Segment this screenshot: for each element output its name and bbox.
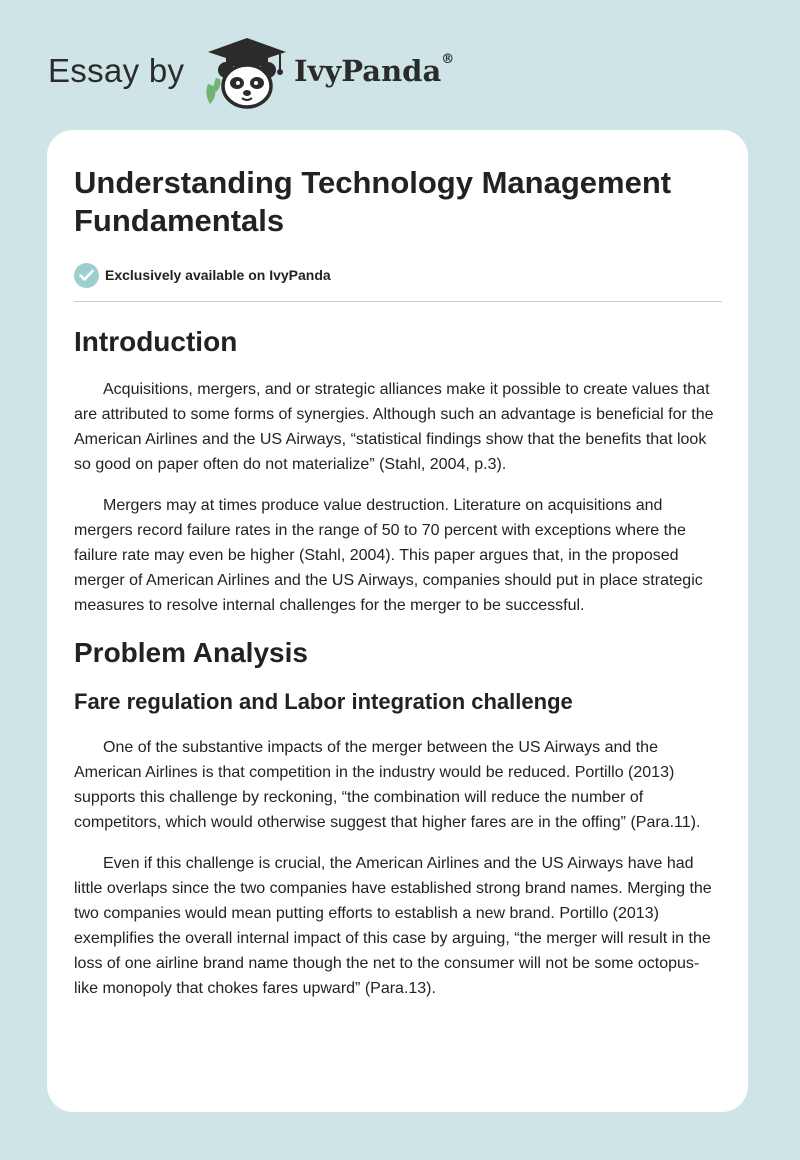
checkmark-icon <box>74 263 99 288</box>
essay-card <box>47 130 748 1112</box>
brand-name[interactable]: IvyPanda® <box>294 52 455 88</box>
registered-mark: ® <box>441 52 455 67</box>
paragraph: Mergers may at times produce value destruction. Literature on acquisitions and mergers record failure rates in the range of 50 to 70 percent with exceptions where the failure rate may even be higher (Stahl, 2004). This paper argues that, in the proposed merger of American Airlines and the US Airways, companies should put in place strategic measures to resolve internal challenges for the merger to be successful. <box>74 497 703 614</box>
panda-logo-icon[interactable] <box>202 34 292 110</box>
paragraph: Even if this challenge is crucial, the American Airlines and the US Airways have had little overlaps since the two companies have established strong brand names. Merging the two companies would mean putting efforts to establish a new brand. Portillo (2013) exemplifies the overall internal impact of this case by arguing, “the merger will result in the loss of one airline brand name though the net to the consumer will not be some octopus-like monopoly that chokes fares upward” (Para.13). <box>74 855 712 997</box>
title-line-2: Fundamentals <box>74 203 285 238</box>
paragraph: One of the substantive impacts of the merger between the US Airways and the American Airlines is that competition in the industry would be reduced. Portillo (2013) supports this challenge by reckoning, “the combination will reduce the number of competitors, which would otherwise suggest that higher fares are in the offing” (Para.11). <box>74 739 701 831</box>
section-heading-problem-analysis: Problem Analysis <box>74 637 308 668</box>
divider <box>74 301 722 302</box>
subsection-heading: Fare regulation and Labor integration challenge <box>74 689 573 714</box>
paragraph: Acquisitions, mergers, and or strategic alliances make it possible to create values that are attributed to some forms of synergies. Although such an advantage is beneficial for the American Airlines and the US Airways, “statistical findings show that the benefits that look so good on paper often do not materialize” (Stahl, 2004, p.3). <box>74 381 714 473</box>
section-heading-introduction: Introduction <box>74 326 238 357</box>
essay-content <box>74 164 722 1001</box>
page-title <box>74 164 722 240</box>
exclusive-badge <box>74 262 722 288</box>
site-header <box>48 34 748 114</box>
essay-by-label: Essay by <box>48 52 185 89</box>
badge-label: Exclusively available on IvyPanda <box>105 267 331 283</box>
title-line-1: Understanding Technology Management <box>74 165 672 200</box>
